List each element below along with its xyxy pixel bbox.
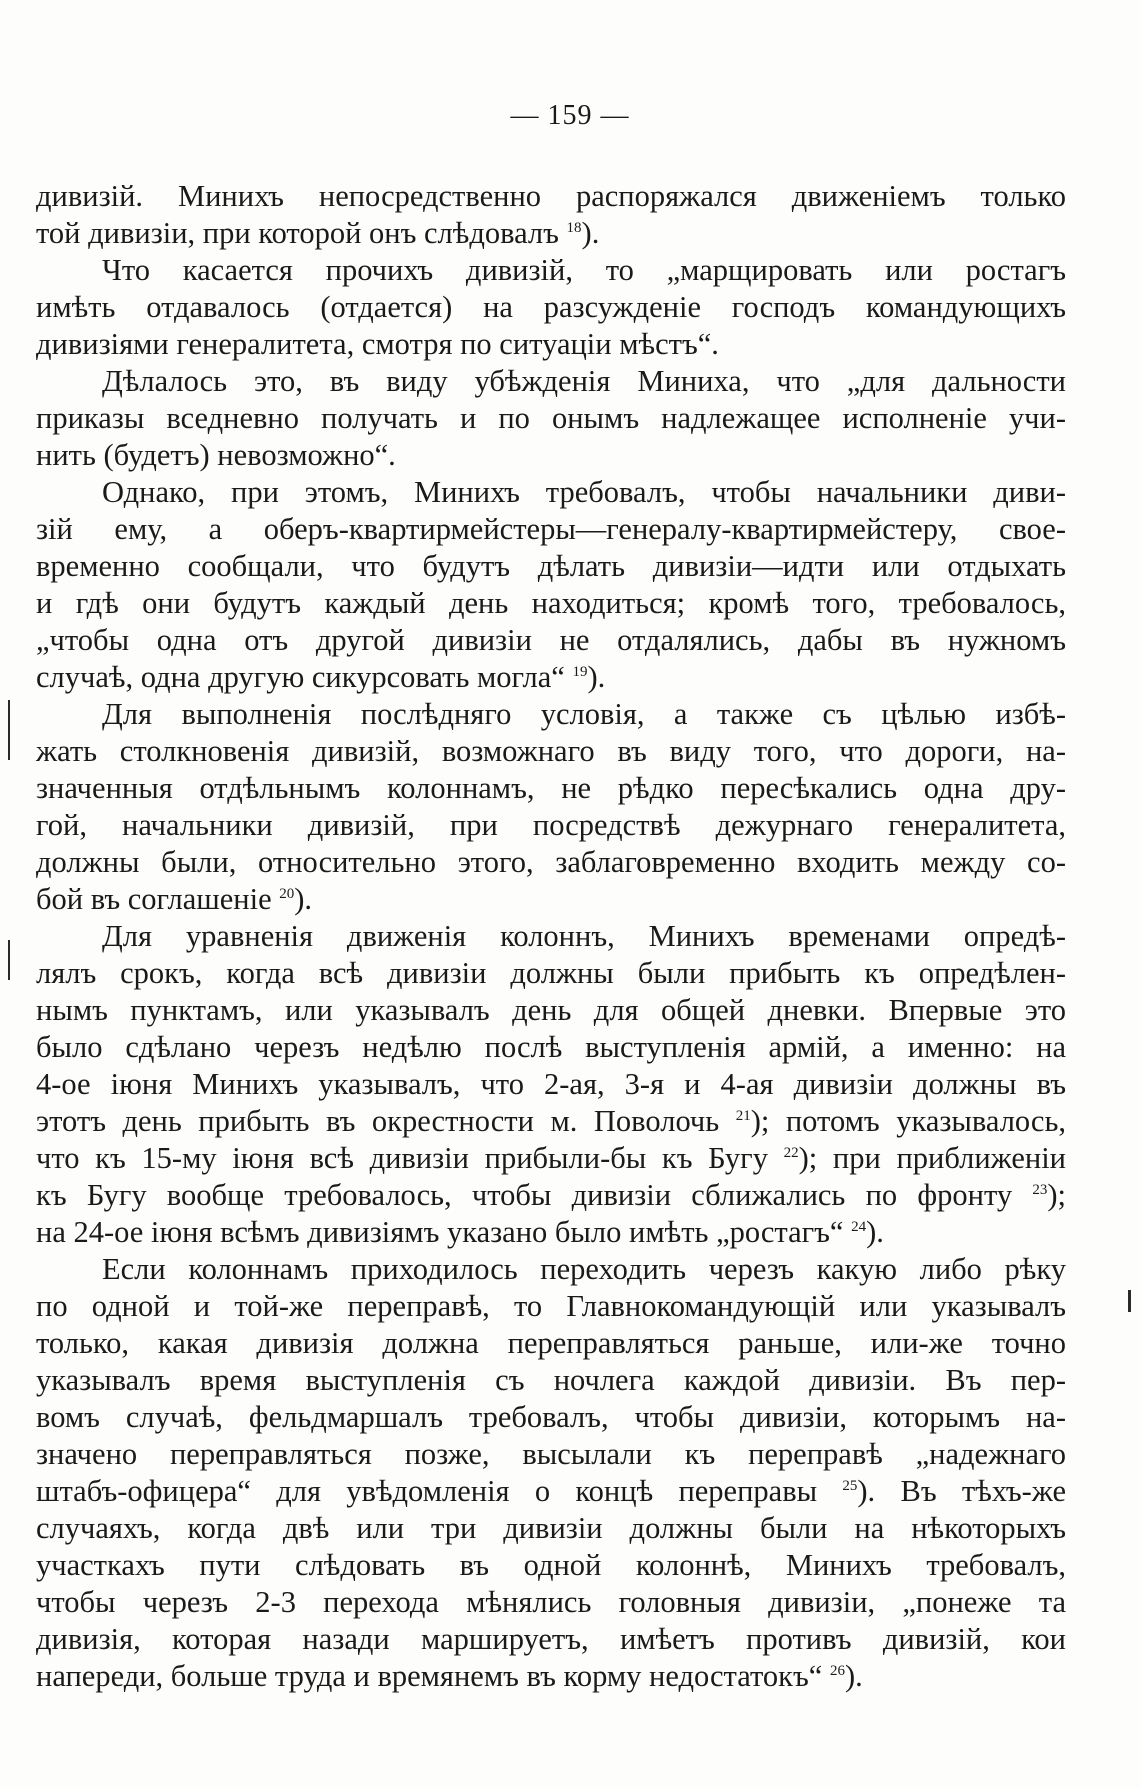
scan-mark <box>1128 1290 1131 1312</box>
text-line <box>36 1621 1066 1658</box>
line-text: Для уравненія движенія колоннъ, Минихъ временами опредѣ- <box>102 919 1066 953</box>
footnote-marker: 24 <box>851 1218 867 1235</box>
line-text: нымъ пунктамъ, или указывалъ день для общей дневки. Впервые это <box>36 993 1066 1027</box>
line-text: только, какая дивизія должна переправляться раньше, или-же точно <box>36 1326 1066 1360</box>
paragraph <box>36 1251 1066 1695</box>
line-text: напереди, больше труда и времянемъ въ корму недостатокъ“ <box>36 1659 830 1693</box>
footnote-marker: 23 <box>1032 1181 1048 1198</box>
line-text-after: ). <box>294 882 313 916</box>
line-text: „чтобы одна отъ другой дивизіи не отдалялись, дабы въ нужномъ <box>36 623 1066 657</box>
line-text: что къ 15-му іюня всѣ дивизіи прибыли-бы къ Бугу <box>36 1141 784 1175</box>
line-text: нить (будетъ) невозможно“. <box>36 438 396 472</box>
text-line <box>36 659 1066 696</box>
footnote-marker: 19 <box>572 663 588 680</box>
body-text <box>36 178 1066 1695</box>
footnote-marker: 18 <box>566 219 582 236</box>
text-line <box>36 1103 1066 1140</box>
line-text: участкахъ пути слѣдовать въ одной колоннѣ, Минихъ требовалъ, <box>36 1548 1066 1582</box>
line-text: вомъ случаѣ, фельдмаршалъ требовалъ, чтобы дивизіи, которымъ на- <box>36 1400 1066 1434</box>
text-line <box>36 437 1066 474</box>
line-text: приказы вседневно получать и по онымъ надлежащее исполненіе учи- <box>36 401 1066 435</box>
text-line <box>36 1214 1066 1251</box>
paragraph <box>36 696 1066 918</box>
text-line <box>36 770 1066 807</box>
text-line <box>36 1436 1066 1473</box>
text-line <box>36 474 1066 511</box>
text-line <box>36 1140 1066 1177</box>
text-line <box>36 511 1066 548</box>
line-text: случаѣ, одна другую сикурсовать могла“ <box>36 660 573 694</box>
line-text: Что касается прочихъ дивизій, то „марщировать или ростагъ <box>102 253 1066 287</box>
line-text-after: ). <box>866 1215 884 1249</box>
page-number: — 159 — <box>510 100 630 131</box>
line-text: на 24-ое іюня всѣмъ дивизіямъ указано было имѣть „ростагъ“ <box>36 1215 852 1249</box>
line-text: 4-ое іюня Минихъ указывалъ, что 2-ая, 3-я и 4-ая дивизіи должны въ <box>36 1067 1066 1101</box>
line-text-after: ); <box>1047 1178 1066 1212</box>
paragraph <box>36 474 1066 696</box>
line-text: штабъ-офицера“ для увѣдомленія о концѣ переправы <box>36 1474 843 1508</box>
line-text: Однако, при этомъ, Минихъ требовалъ, чтобы начальники диви- <box>102 475 1066 509</box>
paragraph <box>36 918 1066 1251</box>
footnote-marker: 21 <box>735 1107 751 1124</box>
text-line <box>36 252 1066 289</box>
text-line <box>36 289 1066 326</box>
text-line <box>36 1584 1066 1621</box>
paragraph <box>36 178 1066 252</box>
text-line <box>36 733 1066 770</box>
text-line <box>36 1510 1066 1547</box>
footnote-marker: 22 <box>783 1144 799 1161</box>
text-line <box>36 1325 1066 1362</box>
line-text-after: ); при приближеніи <box>798 1141 1066 1175</box>
text-line <box>36 844 1066 881</box>
line-text: къ Бугу вообще требовалось, чтобы дивизіи сближались по фронту <box>36 1178 1033 1212</box>
line-text: этотъ день прибыть въ окрестности м. Поволочь <box>36 1104 736 1138</box>
text-line <box>36 1177 1066 1214</box>
footnote-marker: 26 <box>829 1662 845 1679</box>
line-text: той дивизіи, при которой онъ слѣдовалъ <box>36 216 567 250</box>
line-text: бой въ соглашеніе <box>36 882 280 916</box>
line-text: по одной и той-же переправѣ, то Главнокомандующій или указывалъ <box>36 1289 1066 1323</box>
text-line <box>36 363 1066 400</box>
text-line <box>36 696 1066 733</box>
line-text: имѣть отдавалось (отдается) на разсужденіе господъ командующихъ <box>36 290 1066 324</box>
text-line <box>36 1066 1066 1103</box>
line-text: временно сообщали, что будутъ дѣлать дивизіи—идти или отдыхать <box>36 549 1066 583</box>
text-line <box>36 1362 1066 1399</box>
line-text: Дѣлалось это, въ виду убѣжденія Миниха, что „для дальности <box>102 364 1066 398</box>
line-text: дивизіями генералитета, смотря по ситуаціи мѣстъ“. <box>36 327 719 361</box>
line-text: значено переправляться позже, высылали къ переправѣ „надежнаго <box>36 1437 1066 1471</box>
line-text: значенныя отдѣльнымъ колоннамъ, не рѣдко пересѣкались одна дру- <box>36 771 1066 805</box>
scan-mark <box>8 940 10 980</box>
line-text: было сдѣлано черезъ недѣлю послѣ выступленія армій, а именно: на <box>36 1030 1066 1064</box>
text-line <box>36 1547 1066 1584</box>
line-text: гой, начальники дивизій, при посредствѣ дежурнаго генералитета, <box>36 808 1066 842</box>
paragraph <box>36 252 1066 363</box>
text-line <box>36 585 1066 622</box>
text-line <box>36 1399 1066 1436</box>
text-line <box>36 1029 1066 1066</box>
line-text: Для выполненія послѣдняго условія, а также съ цѣлью избѣ- <box>102 697 1066 731</box>
line-text-after: ); потомъ указывалось, <box>750 1104 1067 1138</box>
line-text-after: ). Въ тѣхъ-же <box>857 1474 1066 1508</box>
footnote-marker: 20 <box>279 885 295 902</box>
line-text: лялъ срокъ, когда всѣ дивизіи должны были прибыть къ опредѣлен- <box>36 956 1066 990</box>
text-line <box>36 807 1066 844</box>
paragraph <box>36 363 1066 474</box>
text-line <box>36 955 1066 992</box>
text-line <box>36 400 1066 437</box>
footnote-marker: 25 <box>842 1477 858 1494</box>
line-text: и гдѣ они будутъ каждый день находиться; кромѣ того, требовалось, <box>36 586 1066 620</box>
line-text: дивизій. Минихъ непосредственно распоряжался движеніемъ только <box>36 179 1066 213</box>
line-text-after: ). <box>581 216 600 250</box>
line-text: дивизія, которая назади маршируетъ, имѣетъ противъ дивизій, кои <box>36 1622 1066 1656</box>
line-text: должны были, относительно этого, заблаговременно входить между со- <box>36 845 1066 879</box>
scan-mark <box>8 700 10 760</box>
line-text: чтобы черезъ 2-3 перехода мѣнялись головныя дивизіи, „понеже та <box>36 1585 1066 1619</box>
text-line <box>36 548 1066 585</box>
text-line <box>36 1658 1066 1695</box>
text-line <box>36 1251 1066 1288</box>
line-text-after: ). <box>587 660 606 694</box>
text-line <box>36 622 1066 659</box>
line-text: жать столкновенія дивизій, возможнаго въ виду того, что дороги, на- <box>36 734 1066 768</box>
line-text: случаяхъ, когда двѣ или три дивизіи должны были на нѣкоторыхъ <box>36 1511 1066 1545</box>
line-text: Если колоннамъ приходилось переходить черезъ какую либо рѣку <box>102 1252 1066 1286</box>
text-line <box>36 178 1066 215</box>
text-line <box>36 918 1066 955</box>
text-line <box>36 1288 1066 1325</box>
text-line <box>36 326 1066 363</box>
text-line <box>36 1473 1066 1510</box>
line-text-after: ). <box>844 1659 863 1693</box>
text-line <box>36 992 1066 1029</box>
text-line <box>36 215 1066 252</box>
line-text: указывалъ время выступленія съ ночлега каждой дивизіи. Въ пер- <box>36 1363 1066 1397</box>
text-line <box>36 881 1066 918</box>
line-text: зій ему, а оберъ-квартирмейстеры—генералу-квартирмейстеру, свое- <box>36 512 1066 546</box>
